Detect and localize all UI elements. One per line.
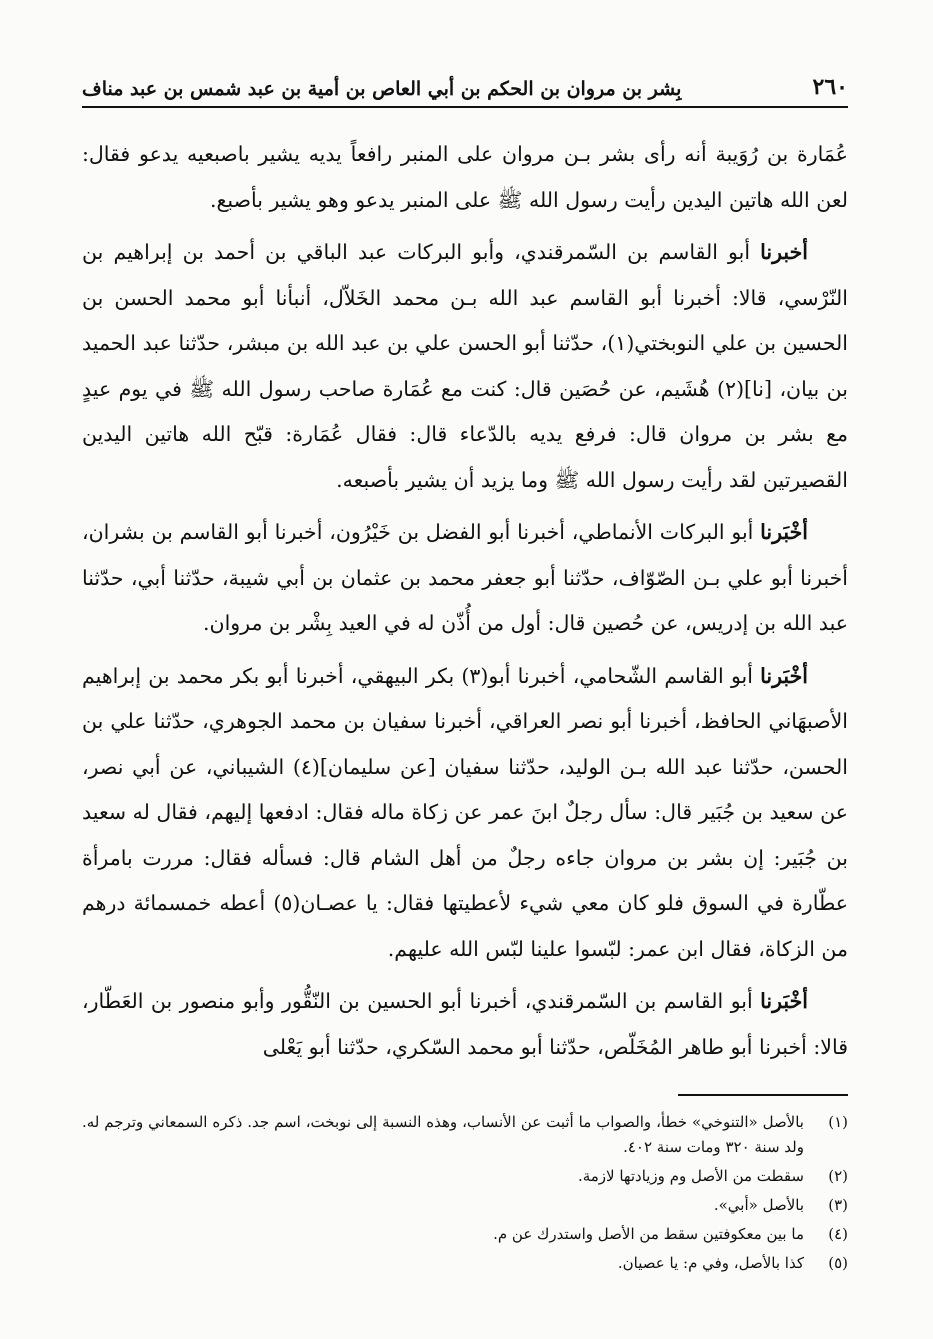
paragraph-text: عُمَارة بن رُوَيبة أنه رأى بشر بـن مروان على المنبر رافعاً يديه يشير باصبعيه يدعو فقال: لعن الله هاتين اليدين رأيت رسول الله ﷺ على المنبر يدعو وهو يشير بأصبع. [82, 142, 848, 212]
paragraph-text: أبو القاسم بن السّمرقندي، أخبرنا أبو الحسين بن النّقُّور وأبو منصور بن العَطّار، قالا: أخبرنا أبو طاهر المُخَلّص، حدّثنا أبو محمد السّكري، حدّثنا أبو يَعْلى [82, 989, 848, 1059]
footnote-number: (٤) [828, 1225, 848, 1243]
paragraph [82, 979, 848, 1070]
paragraph-lead: أخبرنا [760, 240, 808, 264]
paragraph [82, 132, 848, 223]
paragraph-text: أبو القاسم بن السّمرقندي، وأبو البركات عبد الباقي بن أحمد بن إبراهيم بن النّرْسي، قالا: أخبرنا أبو القاسم عبد الله بـن محمد الخَلاّل، أنبأنا أبو محمد الحسن بن الحسين بن علي النوبختي(١)، حدّثنا أبو الحسن علي بن عبد الله بن مبشر، حدّثنا عبد الحميد بن بيان، [نا](٢) هُشَيم، عن حُصَين قال: كنت مع عُمَارة صاحب رسول الله ﷺ في يوم عيدٍ مع بشر بن مروان قال: فرفع يديه بالدّعاء قال: فقال عُمَارة: قبّح الله هاتين اليدين القصيرتين لقد رأيت رسول الله ﷺ وما يزيد أن يشير بأصبعه. [82, 240, 848, 492]
paragraph [82, 230, 848, 503]
main-text [82, 132, 848, 1070]
footnote [82, 1193, 848, 1218]
footnote-number: (٢) [828, 1167, 848, 1185]
footnote-text: ما بين معكوفتين سقط من الأصل واستدرك عن م. [493, 1225, 804, 1243]
footnote [82, 1222, 848, 1247]
paragraph-text: أبو القاسم الشّحامي، أخبرنا أبو(٣) بكر البيهقي، أخبرنا أبو بكر محمد بن إبراهيم الأصبهَاني الحافظ، أخبرنا أبو نصر العراقي، أخبرنا سفيان بن محمد الجوهري، حدّثنا علي بن الحسن، حدّثنا عبد الله بـن الوليد، حدّثنا سفيان [عن سليمان](٤) الشيباني، عن أبي نصر، عن سعيد بن جُبَير قال: سأل رجلٌ ابنَ عمر عن زكاة ماله فقال: ادفعها إليهم، فقال له سعيد بن جُبَير: إن بشر بن مروان جاءه رجلٌ من أهل الشام قال: فسأله فقال: مررت بامرأة عطّارة في السوق فلو كان معي شيء لأعطيتها فقال: يا عصـان(٥) أعطه خمسمائة درهم من الزكاة، فقال ابن عمر: لبّسوا علينا لبّس الله عليهم. [82, 663, 848, 961]
paragraph [82, 654, 848, 973]
paragraph-text: أبو البركات الأنماطي، أخبرنا أبو الفضل بن خَيْرُون، أخبرنا أبو القاسم بن بشران، أخبرنا أبو علي بـن الصّوّاف، حدّثنا أبو جعفر محمد بن عثمان بن أبي شيبة، حدّثنا أبي، حدّثنا عبد الله بن إدريس، عن حُصين قال: أول من أُذّن له في العيد بِشْر بن مروان. [82, 520, 848, 635]
paragraph-lead: أخْبَرنا [760, 663, 808, 688]
paragraph [82, 510, 848, 647]
footnotes [82, 1110, 848, 1276]
footnote-separator [678, 1094, 848, 1096]
footnote-number: (٣) [828, 1196, 848, 1214]
footnote-text: سقطت من الأصل وم وزيادتها لازمة. [577, 1167, 804, 1185]
page-header [82, 60, 848, 108]
footnote-text: بالأصل «أبي». [713, 1196, 804, 1214]
footnote [82, 1251, 848, 1276]
footnote-number: (٥) [828, 1254, 848, 1272]
footnote [82, 1164, 848, 1189]
paragraph-lead: أخْبَرنا [760, 989, 808, 1013]
page-number: ٢٦٠ [812, 74, 848, 100]
footnote-text: كذا بالأصل، وفي م: يا عصيان. [617, 1254, 804, 1272]
footnote-number: (١) [828, 1113, 848, 1131]
footnote-text: بالأصل «التنوخي» خطأ، والصواب ما أثبت عن الأنساب، وهذه النسبة إلى نوبخت، اسم جد. ذكره السمعاني وترجم له. ولد سنة ٣٢٠ ومات سنة ٤٠٢. [82, 1113, 804, 1156]
running-title: بِشر بن مروان بن الحكم بن أبي العاص بن أمية بن عبد شمس بن عبد مناف [82, 78, 682, 100]
footnote [82, 1110, 848, 1160]
paragraph-lead: أخْبَرنا [760, 520, 808, 544]
